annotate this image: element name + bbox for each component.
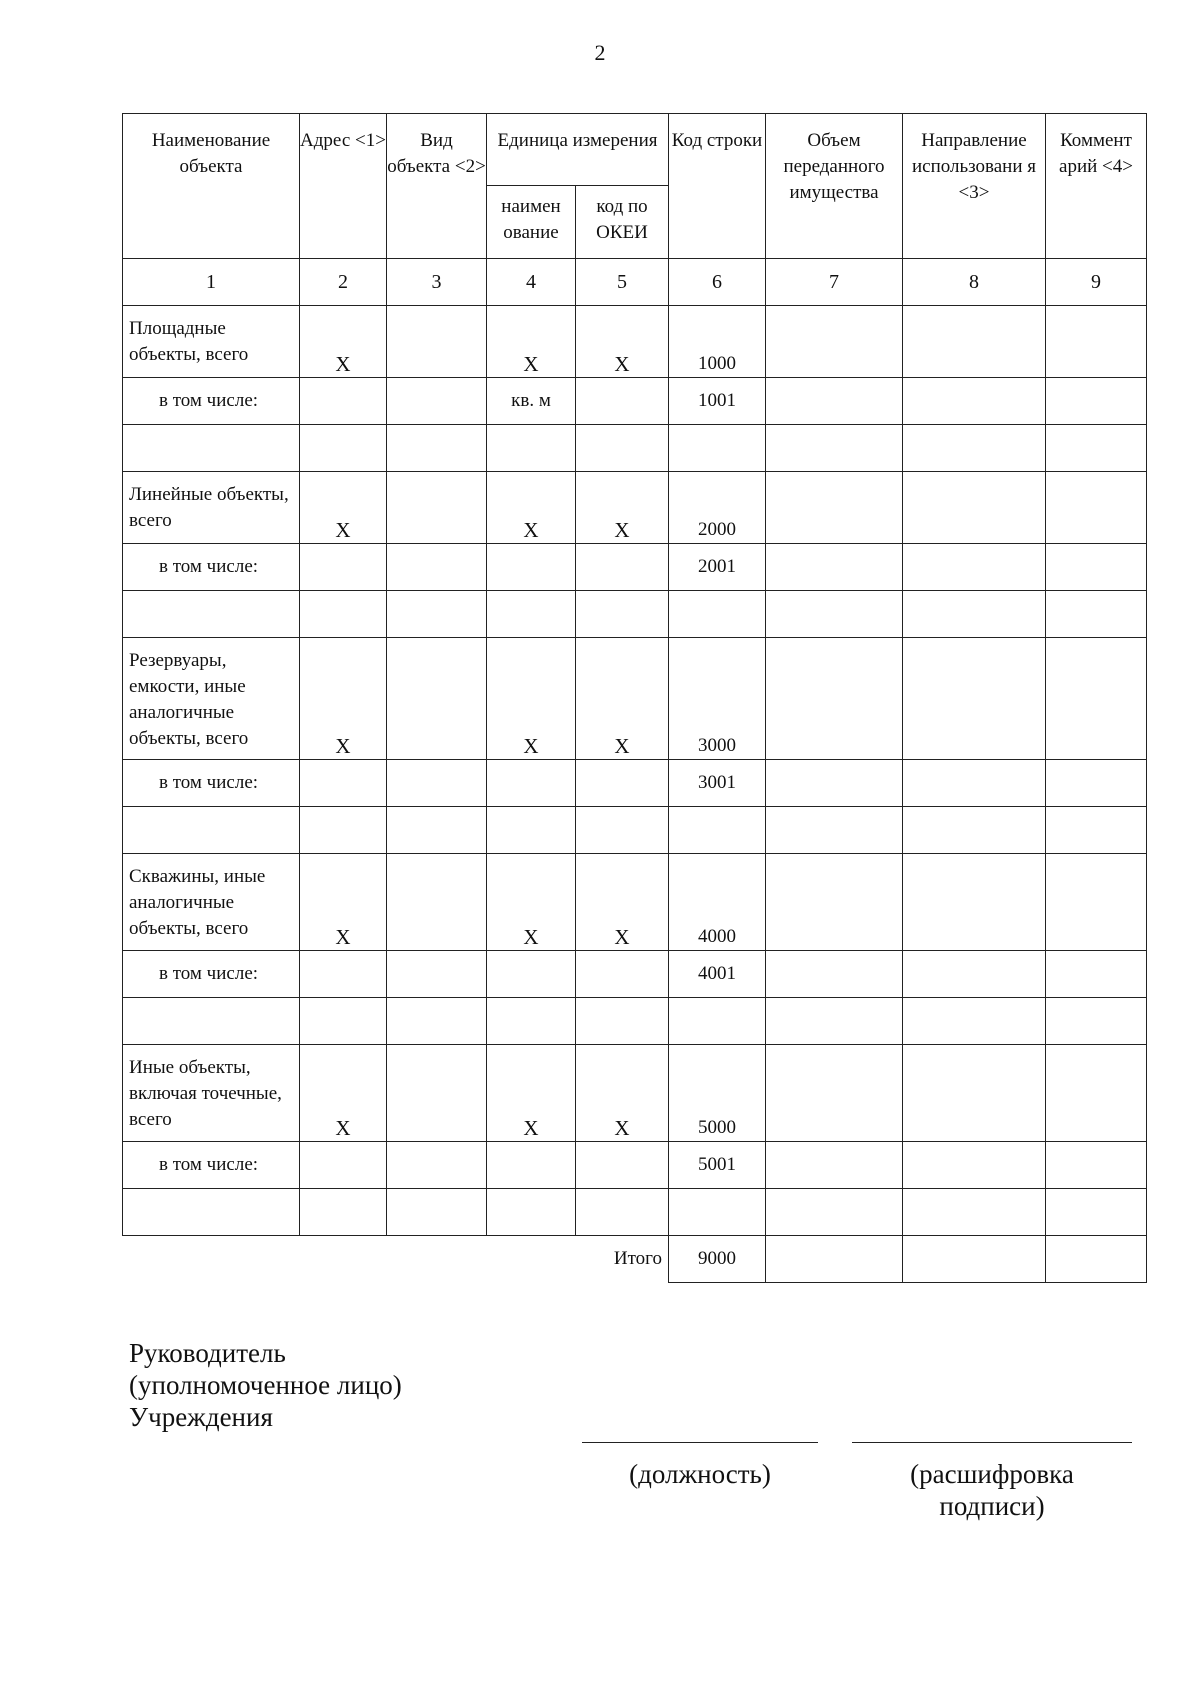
row-code-cell: 4000 [669, 854, 766, 951]
address-cell: X [300, 1045, 387, 1142]
page-number: 2 [594, 40, 606, 65]
column-number: 3 [387, 259, 487, 306]
direction-cell [903, 638, 1046, 760]
column-number: 7 [766, 259, 903, 306]
type-cell [387, 306, 487, 378]
row-code-cell: 2001 [669, 544, 766, 591]
header-unit-name: наимен ование [487, 186, 576, 259]
decoding-caption-line2: подписи) [939, 1491, 1045, 1521]
comment-cell [1046, 472, 1147, 544]
decoding-caption [852, 1458, 1132, 1522]
unit-name-cell [487, 760, 576, 807]
column-number: 1 [123, 259, 300, 306]
unit-name-cell [487, 544, 576, 591]
column-number: 2 [300, 259, 387, 306]
row-code-cell: 5000 [669, 1045, 766, 1142]
table-row [123, 378, 1147, 425]
table-row [123, 951, 1147, 998]
subtotal-label-cell: в том числе: [123, 760, 300, 807]
total-label: Итого [613, 1248, 662, 1270]
signature-title-line3: Учреждения [129, 1402, 273, 1432]
total-code-cell: 9000 [669, 1236, 766, 1283]
unit-name-cell [487, 951, 576, 998]
property-table [122, 113, 1147, 1283]
unit-okei-cell: X [576, 1045, 669, 1142]
address-cell: X [300, 638, 387, 760]
subtotal-label-cell: в том числе: [123, 951, 300, 998]
address-cell: X [300, 472, 387, 544]
table-row [123, 1189, 1147, 1236]
unit-name-cell: кв. м [487, 378, 576, 425]
row-code-cell: 5001 [669, 1142, 766, 1189]
table-row [123, 998, 1147, 1045]
unit-name-cell: X [487, 638, 576, 760]
type-cell [387, 472, 487, 544]
object-name-cell: Площадные объекты, всего [123, 306, 300, 378]
header-comment: Коммент арий <4> [1046, 114, 1147, 259]
unit-name-cell: X [487, 854, 576, 951]
address-cell: X [300, 306, 387, 378]
comment-cell [1046, 854, 1147, 951]
type-cell [387, 854, 487, 951]
row-code-cell: 1000 [669, 306, 766, 378]
table-row [123, 807, 1147, 854]
object-name-cell: Линейные объекты, всего [123, 472, 300, 544]
table-row [123, 306, 1147, 378]
unit-name-cell: X [487, 1045, 576, 1142]
header-unit: Единица измерения [487, 114, 669, 186]
header-row-code: Код строки [669, 114, 766, 259]
table-row [123, 1045, 1147, 1142]
volume-cell [766, 306, 903, 378]
type-cell [387, 638, 487, 760]
object-name-cell: Иные объекты, включая точечные, всего [123, 1045, 300, 1142]
column-number: 5 [576, 259, 669, 306]
unit-okei-cell: X [576, 638, 669, 760]
column-number: 6 [669, 259, 766, 306]
address-cell: X [300, 854, 387, 951]
subtotal-label-cell: в том числе: [123, 544, 300, 591]
row-code-cell: 2000 [669, 472, 766, 544]
unit-okei-cell: X [576, 306, 669, 378]
volume-cell [766, 854, 903, 951]
volume-cell [766, 1045, 903, 1142]
table-row [123, 472, 1147, 544]
header-volume: Объем переданного имущества [766, 114, 903, 259]
comment-cell [1046, 306, 1147, 378]
unit-name-cell [487, 1142, 576, 1189]
unit-name-cell: X [487, 306, 576, 378]
row-code-cell: 3000 [669, 638, 766, 760]
table-row [123, 854, 1147, 951]
decoding-caption-line1: (расшифровка [910, 1459, 1074, 1489]
position-signature-line[interactable] [582, 1442, 818, 1443]
object-name-cell: Скважины, иные аналогичные объекты, всего [123, 854, 300, 951]
signature-title-line2: (уполномоченное лицо) [129, 1370, 402, 1400]
column-number-row [123, 259, 1147, 306]
type-cell [387, 1045, 487, 1142]
position-caption: (должность) [629, 1459, 771, 1489]
table-row [123, 1142, 1147, 1189]
header-address: Адрес <1> [300, 114, 387, 259]
table-row [123, 638, 1147, 760]
direction-cell [903, 472, 1046, 544]
direction-cell [903, 306, 1046, 378]
table-row [123, 760, 1147, 807]
unit-okei-cell: X [576, 472, 669, 544]
direction-cell [903, 1045, 1046, 1142]
table-row [123, 591, 1147, 638]
column-number: 4 [487, 259, 576, 306]
direction-cell [903, 854, 1046, 951]
table-row [123, 544, 1147, 591]
unit-okei-cell: X [576, 854, 669, 951]
header-type: Вид объекта <2> [387, 114, 487, 259]
column-number: 8 [903, 259, 1046, 306]
table-row [123, 425, 1147, 472]
signature-title-line1: Руководитель [129, 1338, 286, 1368]
header-name: Наименование объекта [123, 114, 300, 259]
name-signature-line[interactable] [852, 1442, 1132, 1443]
object-name-cell: Резервуары, емкости, иные аналогичные объекты, всего [123, 638, 300, 760]
row-code-cell: 3001 [669, 760, 766, 807]
column-number: 9 [1046, 259, 1147, 306]
header-direction: Направление использовани я <3> [903, 114, 1046, 259]
total-row [123, 1236, 1147, 1283]
header-unit-okei: код по ОКЕИ [576, 186, 669, 259]
comment-cell [1046, 1045, 1147, 1142]
row-code-cell: 1001 [669, 378, 766, 425]
row-code-cell: 4001 [669, 951, 766, 998]
volume-cell [766, 472, 903, 544]
signature-block [129, 1337, 402, 1433]
unit-name-cell: X [487, 472, 576, 544]
subtotal-label-cell: в том числе: [123, 378, 300, 425]
volume-cell [766, 638, 903, 760]
comment-cell [1046, 638, 1147, 760]
subtotal-label-cell: в том числе: [123, 1142, 300, 1189]
